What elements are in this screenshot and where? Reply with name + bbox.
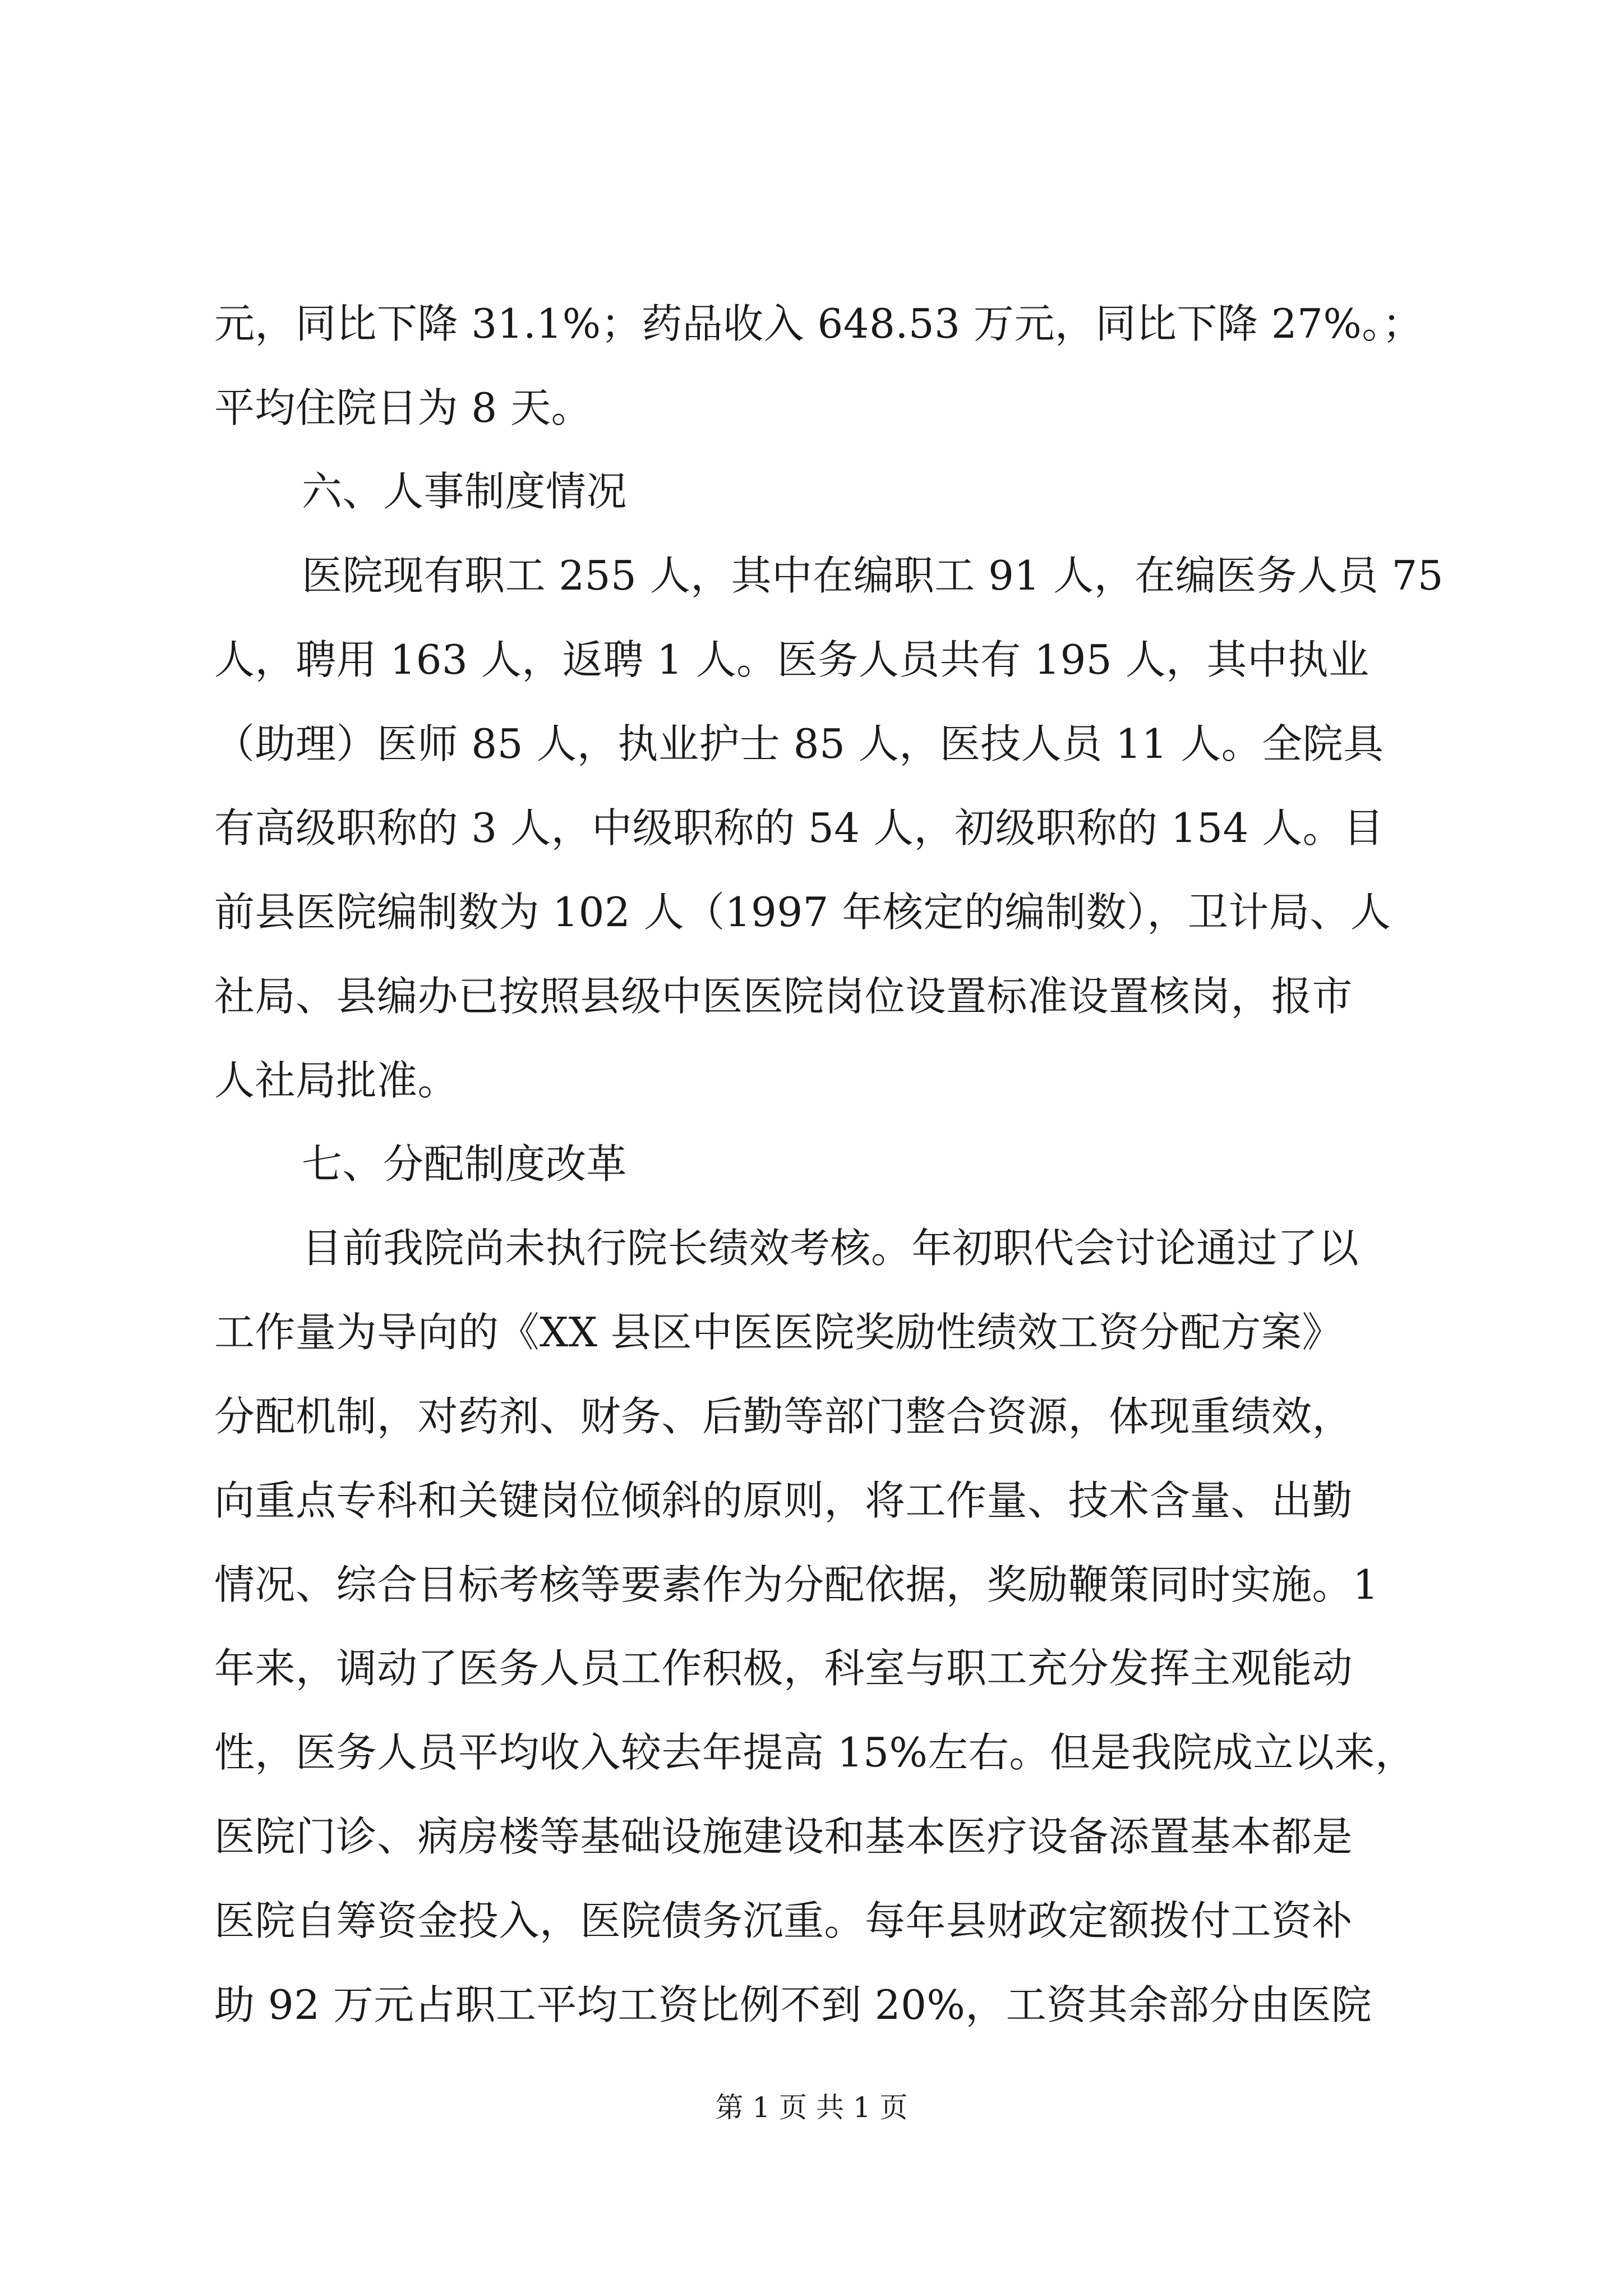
body-line-1: 元，同比下降 31.1%；药品收入 648.53 万元，同比下降 27%。； — [214, 300, 1423, 347]
body-line-15: 向重点专科和关键岗位倾斜的原则，将工作量、技术含量、出勤 — [214, 1477, 1353, 1524]
body-line-18: 性，医务人员平均收入较去年提高 15%左右。但是我院成立以来， — [214, 1729, 1416, 1776]
body-line-8: 前县医院编制数为 102 人（1997 年核定的编制数），卫计局、人 — [214, 889, 1391, 936]
body-line-14: 分配机制，对药剂、财务、后勤等部门整合资源，体现重绩效， — [214, 1393, 1353, 1440]
body-line-4: 医院现有职工 255 人，其中在编职工 91 人，在编医务人员 75 — [302, 552, 1444, 599]
body-line-17: 年来，调动了医务人员工作积极，科室与职工充分发挥主观能动 — [214, 1645, 1353, 1692]
body-line-2: 平均住院日为 8 天。 — [214, 384, 592, 431]
section-heading-distribution: 七、分配制度改革 — [302, 1140, 628, 1188]
body-line-16: 情况、综合目标考核等要素作为分配依据，奖励鞭策同时实施。1 — [214, 1561, 1379, 1608]
body-line-12: 目前我院尚未执行院长绩效考核。年初职代会讨论通过了以 — [302, 1225, 1359, 1272]
body-line-21: 助 92 万元占职工平均工资比例不到 20%，工资其余部分由医院 — [214, 1981, 1372, 2028]
body-line-7: 有高级职称的 3 人，中级职称的 54 人，初级职称的 154 人。目 — [214, 804, 1384, 852]
body-line-19: 医院门诊、病房楼等基础设施建设和基本医疗设备添置基本都是 — [214, 1813, 1353, 1860]
section-heading-personnel: 六、人事制度情况 — [302, 468, 628, 515]
body-line-20: 医院自筹资金投入，医院债务沉重。每年县财政定额拨付工资补 — [214, 1897, 1353, 1944]
body-line-9: 社局、县编办已按照县级中医医院岗位设置标准设置核岗，报市 — [214, 973, 1353, 1020]
body-line-6: （助理）医师 85 人，执业护士 85 人，医技人员 11 人。全院具 — [214, 720, 1384, 767]
body-line-13: 工作量为导向的《XX 县区中医医院奖励性绩效工资分配方案》 — [214, 1309, 1343, 1356]
body-line-10: 人社局批准。 — [214, 1057, 459, 1104]
body-line-5: 人，聘用 163 人，返聘 1 人。医务人员共有 195 人，其中执业 — [214, 636, 1370, 683]
page-footer: 第 1 页 共 1 页 — [715, 2091, 908, 2124]
